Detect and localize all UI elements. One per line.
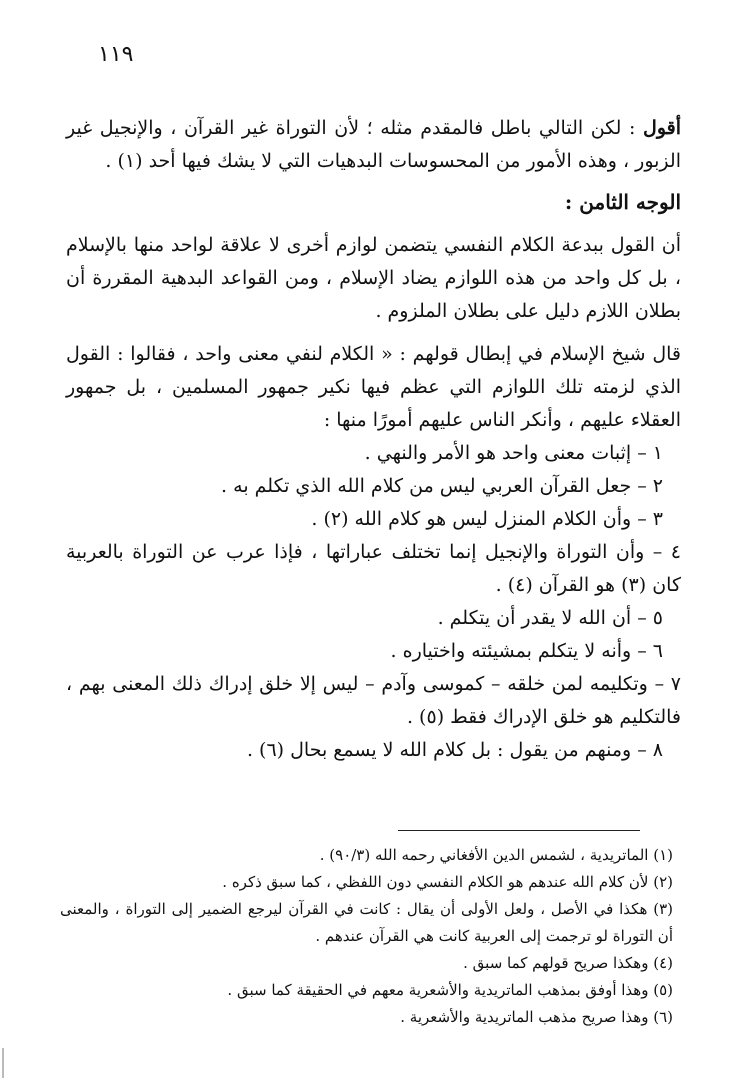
footnotes (60, 842, 673, 1031)
footnote-divider (398, 830, 640, 831)
footnote: (٢) لأن كلام الله عندهم هو الكلام النفسي دون اللفظي ، كما سبق ذكره . (222, 873, 673, 891)
paragraph-opening-text: : لكن التالي باطل فالمقدم مثله ؛ لأن التوراة غير القرآن ، والإنجيل غير الزبور ، وهذه الأمور من المحسوسات البدهيات التي لا يشك فيها أحد (١) . (66, 117, 681, 172)
footnote: (٥) وهذا أوفق بمذهب الماتريدية والأشعرية معهم في الحقيقة كما سبق . (227, 981, 673, 999)
paragraph-quote: قال شيخ الإسلام في إبطال قولهم : « الكلام لنفي معنى واحد ، فقالوا : القول الذي لزمته تلك اللوازم التي عظم فيها نكير جمهور المسلمين ، بل جمهور العقلاء عليهم ، وأنكر الناس عليهم أمورًا منها : (66, 343, 681, 431)
footnote: (١) الماتريدية ، لشمس الدين الأفغاني رحمه الله (٩٠/٣) . (319, 846, 673, 864)
footnote: (٦) وهذا صريح مذهب الماتريدية والأشعرية . (400, 1008, 673, 1026)
section-heading: الوجه الثامن : (564, 190, 681, 214)
list-item: ٣ – وأن الكلام المنزل ليس هو كلام الله (٢) . (311, 508, 663, 530)
scan-edge-mark (2, 1048, 4, 1078)
page-number: ١١٩ (98, 42, 134, 67)
list-item: ٥ – أن الله لا يقدر أن يتكلم . (437, 607, 663, 629)
list-item: ٤ – وأن التوراة والإنجيل إنما تختلف عباراتها ، فإذا عرب عن التوراة بالعربية كان (٣) هو القرآن (٤) . (66, 541, 681, 596)
paragraph-opening (66, 112, 681, 178)
list-item: ٧ – وتكليمه لمن خلقه – كموسى وآدم – ليس إلا خلق إدراك ذلك المعنى بهم ، فالتكليم هو خلق الإدراك فقط (٥) . (66, 673, 681, 728)
footnote: (٤) وهكذا صريح قولهم كما سبق . (463, 954, 673, 972)
paragraph-thesis: أن القول ببدعة الكلام النفسي يتضمن لوازم أخرى لا علاقة لواحد منها بالإسلام ، بل كل واحد من هذه اللوازم يضاد الإسلام ، ومن القواعد البدهية المقررة أن بطلان اللازم دليل على بطلان الملزوم . (66, 234, 681, 322)
list-item: ٢ – جعل القرآن العربي ليس من كلام الله الذي تكلم به . (221, 475, 663, 497)
paragraph-lead-word: أقول (643, 117, 681, 139)
body-text (66, 112, 681, 767)
list-item: ٦ – وأنه لا يتكلم بمشيئته واختياره . (390, 640, 663, 662)
list-item: ١ – إثبات معنى واحد هو الأمر والنهي . (364, 442, 663, 464)
footnote: (٣) هكذا في الأصل ، ولعل الأولى أن يقال : كانت في القرآن ليرجع الضمير إلى التوراة ، والمعنى أن التوراة لو ترجمت إلى العربية كانت هي القرآن عندهم . (60, 900, 673, 945)
list-item: ٨ – ومنهم من يقول : بل كلام الله لا يسمع بحال (٦) . (246, 739, 663, 761)
